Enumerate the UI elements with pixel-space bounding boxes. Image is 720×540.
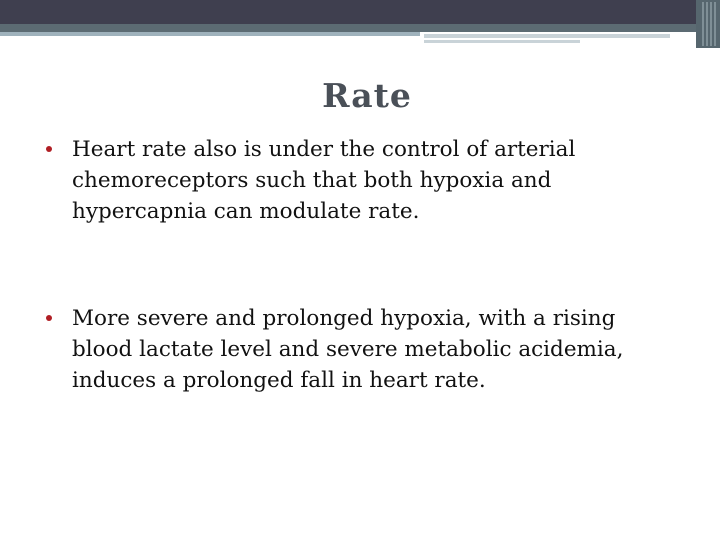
header-corner-pattern bbox=[700, 2, 718, 46]
header-band bbox=[0, 0, 720, 24]
header-stripe bbox=[0, 24, 720, 32]
header-accent-line bbox=[0, 32, 420, 36]
bullet-item bbox=[36, 303, 676, 396]
header-accent-line-right-short bbox=[424, 40, 580, 43]
slide-title: Rate bbox=[322, 76, 412, 115]
bullet-dot-icon bbox=[46, 146, 52, 152]
bullet-list bbox=[36, 134, 676, 396]
bullet-dot-icon bbox=[46, 315, 52, 321]
bullet-item bbox=[36, 134, 676, 227]
header-accent-line-right bbox=[424, 34, 670, 38]
bullet-text: Heart rate also is under the control of arterial chemoreceptors such that both hypoxia and hypercapnia can modulate rate. bbox=[72, 137, 576, 224]
bullet-text: More severe and prolonged hypoxia, with a rising blood lactate level and severe metabolic acidemia, induces a prolonged fall in heart rate. bbox=[72, 306, 624, 393]
